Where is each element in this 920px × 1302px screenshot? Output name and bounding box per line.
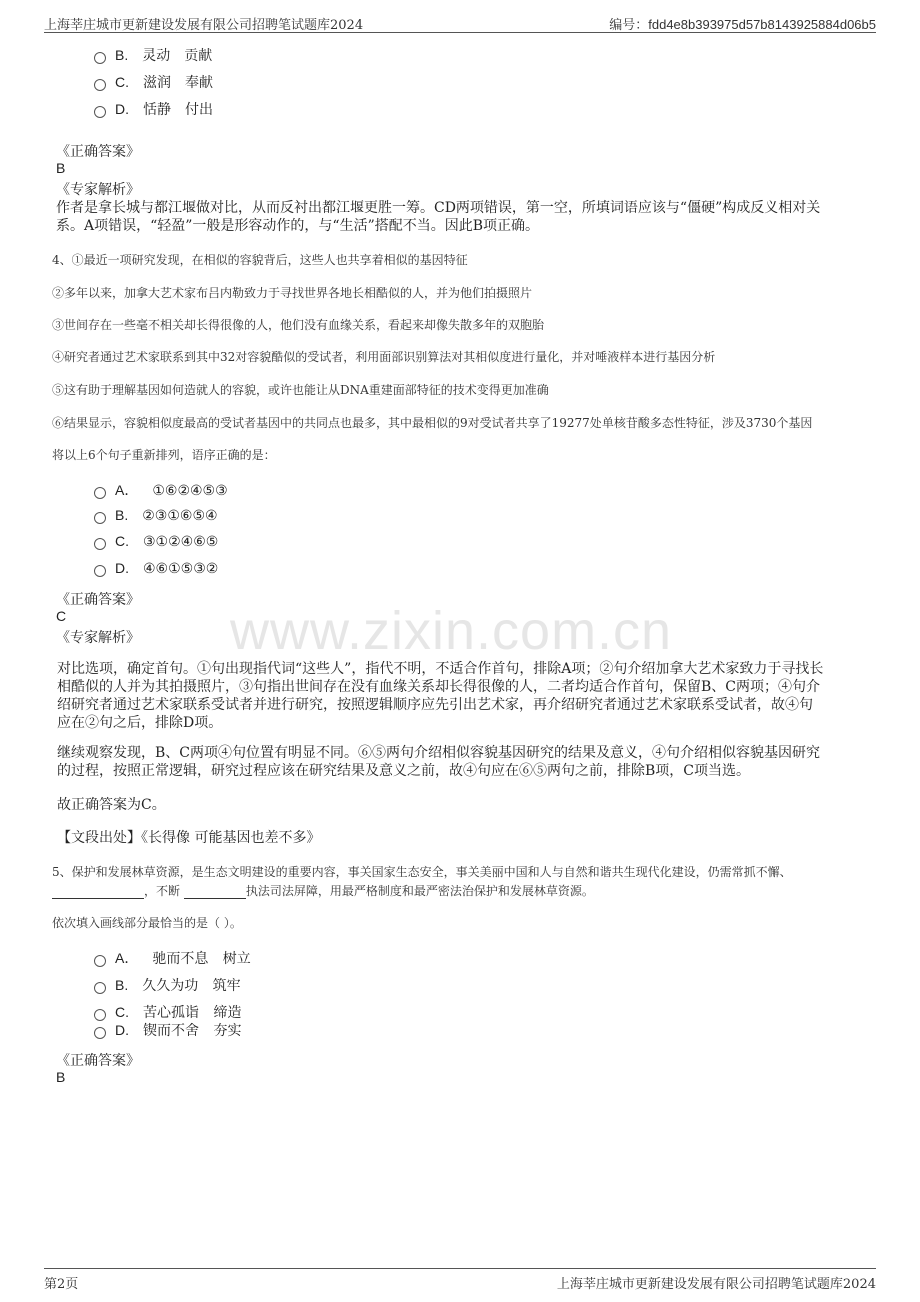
q5-option-a[interactable]: A． 驰而不息 树立 bbox=[94, 948, 251, 970]
q4-answer-label: 《正确答案》 bbox=[56, 592, 140, 608]
header-code: 编号：fdd4e8b393975d57b8143925884d06b5 bbox=[609, 17, 876, 32]
radio-icon[interactable] bbox=[94, 512, 106, 524]
q4-prompt: 将以上6个句子重新排列，语序正确的是： bbox=[52, 448, 276, 462]
radio-icon[interactable] bbox=[94, 538, 106, 550]
q4-option-c[interactable]: C. ③①②④⑥⑤ bbox=[94, 533, 218, 555]
watermark: www.zixin.com.cn bbox=[230, 601, 673, 661]
q4-option-a[interactable]: A． ①⑥②④⑤③ bbox=[94, 480, 228, 502]
q4-source bbox=[57, 829, 865, 847]
radio-icon[interactable] bbox=[94, 487, 106, 499]
q4-analysis-label: 《专家解析》 bbox=[56, 630, 140, 646]
q5-prompt: 依次填入画线部分最恰当的是（ ）。 bbox=[52, 916, 242, 930]
footer-title: 上海莘庄城市更新建设发展有限公司招聘笔试题库2024 bbox=[556, 1277, 876, 1292]
q4-sentence: ④研究者通过艺术家联系到其中32对容貌酷似的受试者，利用面部识别算法对其相似度进行量化，并对唾液样本进行基因分析 bbox=[52, 350, 716, 364]
q5-option-c[interactable]: C. 苦心孤诣 缔造 bbox=[94, 1002, 241, 1024]
q4-sentence: ⑤这有助于理解基因如何造就人的容貌，或许也能让从DNA重建面部特征的技术变得更加准确 bbox=[52, 383, 549, 397]
radio-icon[interactable] bbox=[94, 955, 106, 967]
radio-icon[interactable] bbox=[94, 106, 106, 118]
blank-1 bbox=[52, 884, 144, 899]
q3-option-d[interactable]: D. 恬静 付出 bbox=[94, 99, 213, 121]
q5-option-b[interactable]: B. 久久为功 筑牢 bbox=[94, 975, 241, 997]
page-number: 第2页 bbox=[44, 1277, 79, 1292]
q4-analysis-paragraph-1: 对比选项，确定首句。①句出现指代词“这些人”，指代不明，不适合作首句，排除A项；②句介绍加拿大艺术家致力于寻找长 相酷似的人并为其拍摄照片，③句指出世间存在没有血缘关系却长得很像的人，二者均适合作首句，保留B、C两项；④句介 绍研究者通过艺术家联系受试者并进行研究，按照逻辑顺序应先引出艺术家，再介绍研究者通过艺术家联系受试者，故④句 应在②句之后，排除D项。 bbox=[57, 661, 824, 731]
q5-option-d[interactable]: D. 锲而不舍 夯实 bbox=[94, 1020, 241, 1042]
radio-icon[interactable] bbox=[94, 565, 106, 577]
q3-answer-label: 《正确答案》 bbox=[56, 144, 140, 160]
radio-icon[interactable] bbox=[94, 982, 106, 994]
q5-answer: B bbox=[56, 1069, 66, 1085]
q4-option-b[interactable]: B. ②③①⑥⑤④ bbox=[94, 507, 218, 529]
q3-option-c[interactable]: C. 滋润 奉献 bbox=[94, 72, 213, 94]
page-footer bbox=[44, 1268, 876, 1291]
page-header bbox=[44, 12, 876, 33]
q3-analysis-label: 《专家解析》 bbox=[56, 182, 140, 198]
q5-stem-line-1: 5、保护和发展林草资源，是生态文明建设的重要内容，事关国家生态安全，事关美丽中国和人与自然和谐共生现代化建设，仍需常抓不懈、 bbox=[52, 865, 792, 879]
header-title: 上海莘庄城市更新建设发展有限公司招聘笔试题库2024 bbox=[44, 18, 364, 33]
radio-icon[interactable] bbox=[94, 52, 106, 64]
q5-stem-line-2: ，不断 执法司法屏障，用最严格制度和最严密法治保护和发展林草资源。 bbox=[52, 882, 872, 899]
radio-icon[interactable] bbox=[94, 1027, 106, 1039]
q5-answer-label: 《正确答案》 bbox=[56, 1053, 140, 1069]
q4-sentence: ③世间存在一些毫不相关却长得很像的人，他们没有血缘关系，看起来却像失散多年的双胞胎 bbox=[52, 318, 545, 332]
q4-conclusion: 故正确答案为C。 bbox=[57, 797, 166, 813]
q3-analysis-line: 作者是拿长城与都江堰做对比，从而反衬出都江堰更胜一筹。CD两项错误，第一空，所填词语应该与“僵硬”构成反义相对关 bbox=[56, 200, 821, 216]
q3-answer: B bbox=[56, 160, 66, 176]
q4-sentence: ⑥结果显示，容貌相似度最高的受试者基因中的共同点也最多，其中最相似的9对受试者共享了19277处单核苷酸多态性特征，涉及3730个基因 bbox=[52, 416, 813, 430]
q4-option-d[interactable]: D. ④⑥①⑤③② bbox=[94, 560, 218, 582]
q4-answer: C bbox=[56, 608, 67, 624]
source-label: 【文段出处】 bbox=[57, 830, 141, 846]
radio-icon[interactable] bbox=[94, 79, 106, 91]
q4-analysis-paragraph-2: 继续观察发现，B、C两项④句位置有明显不同。⑥⑤两句介绍相似容貌基因研究的结果及意义，④句介绍相似容貌基因研究 的过程，按照正常逻辑，研究过程应该在研究结果及意义之前，故④句应在⑥⑤两句之前，排除B项，C项当选。 bbox=[57, 745, 820, 779]
blank-2 bbox=[184, 884, 246, 899]
q4-sentence: ②多年以来，加拿大艺术家布吕内勒致力于寻找世界各地长相酷似的人，并为他们拍摄照片 bbox=[52, 286, 533, 300]
source-title: 《长得像 可能基因也差不多》 bbox=[141, 830, 321, 846]
q3-option-b[interactable]: B. 灵动 贡献 bbox=[94, 45, 212, 67]
q4-sentence: 4、①最近一项研究发现，在相似的容貌背后，这些人也共享着相似的基因特征 bbox=[52, 253, 468, 267]
q3-analysis-line: 系。A项错误，“轻盈”一般是形容动作的，与“生活”搭配不当。因此B项正确。 bbox=[56, 218, 540, 234]
